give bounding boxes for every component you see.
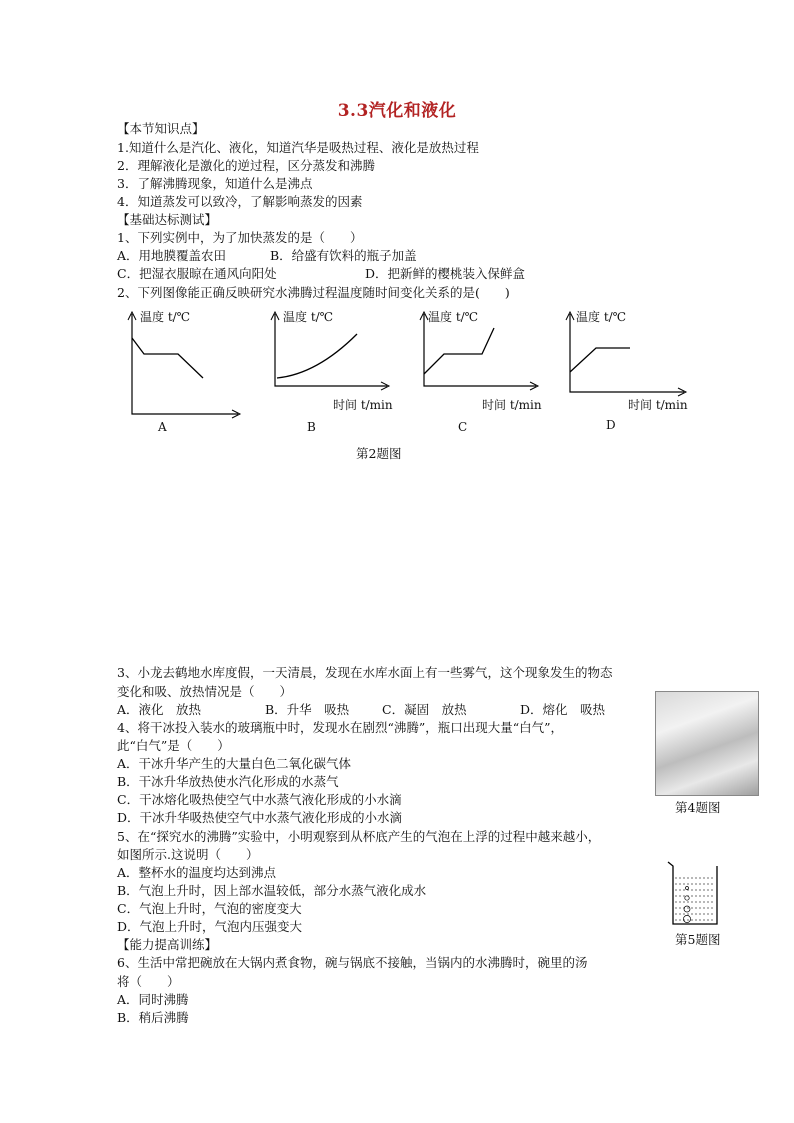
page-title: 3.3汽化和液化 (337, 101, 457, 121)
q1-option-b: B．给盛有饮料的瓶子加盖 (270, 248, 417, 263)
graph-c-ylabel: 温度 t/℃ (428, 310, 479, 324)
q3-option-c: C．凝固 放热 (382, 702, 467, 717)
dry-ice-bottle-photo (655, 691, 759, 796)
knowledge-point: 2．理解液化是激化的逆过程，区分蒸发和沸腾 (117, 158, 375, 173)
knowledge-point: 4．知道蒸发可以致冷，了解影响蒸发的因素 (117, 194, 363, 209)
section-heading-basic-test: 【基础达标测试】 (117, 212, 218, 227)
q1-option-a: A．用地膜覆盖农田 (117, 248, 227, 263)
graph-b (265, 306, 400, 438)
section-heading-knowledge: 【本节知识点】 (117, 121, 205, 136)
q5-option-a: A．整杯水的温度均达到沸点 (117, 865, 277, 880)
q4-option-c: C．干冰熔化吸热使空气中水蒸气液化形成的小水滴 (117, 792, 402, 807)
graph-b-ylabel: 温度 t/℃ (283, 310, 334, 324)
section-heading-ability: 【能力提高训练】 (117, 937, 218, 952)
graph-c-xlabel: 时间 t/min (482, 398, 542, 412)
graph-b-letter: B (307, 420, 316, 434)
q5-figure-caption: 第5题图 (675, 932, 721, 947)
q6-stem-line2: 将（ ） (117, 974, 180, 989)
q2-stem: 2、下列图像能正确反映研究水沸腾过程温度随时间变化关系的是( ) (117, 285, 510, 300)
q6-option-b: B．稍后沸腾 (117, 1010, 189, 1025)
knowledge-point: 3．了解沸腾现象，知道什么是沸点 (117, 176, 313, 191)
q3-stem-line1: 3、小龙去鹤地水库度假，一天清晨，发现在水库水面上有一些雾气，这个现象发生的物态 (117, 665, 613, 680)
q6-stem-line1: 6、生活中常把碗放在大锅内煮食物，碗与锅底不接触，当锅内的水沸腾时，碗里的汤 (117, 955, 588, 970)
graph-b-xlabel: 时间 t/min (333, 398, 393, 412)
q1-option-c: C．把湿衣服晾在通风向阳处 (117, 266, 277, 281)
q4-figure-caption: 第4题图 (675, 800, 721, 815)
graph-a (118, 306, 253, 438)
graph-d (560, 306, 695, 438)
q5-option-b: B．气泡上升时，因上部水温较低，部分水蒸气液化成水 (117, 883, 427, 898)
graph-c-letter: C (458, 420, 468, 434)
q5-stem-line1: 5、在“探究水的沸腾”实验中，小明观察到从杯底产生的气泡在上浮的过程中越来越小， (117, 829, 601, 844)
q3-option-b: B．升华 吸热 (265, 702, 350, 717)
graph-a-letter: A (158, 420, 167, 434)
graph-d-ylabel: 温度 t/℃ (576, 310, 627, 324)
q5-stem-line2: 如图所示.这说明（ ） (117, 847, 259, 862)
q1-stem: 1、下列实例中，为了加快蒸发的是（ ） (117, 230, 363, 245)
q4-option-d: D．干冰升华吸热使空气中水蒸气液化形成的小水滴 (117, 810, 403, 825)
q3-stem-line2: 变化和吸、放热情况是（ ） (117, 684, 293, 699)
q4-option-a: A．干冰升华产生的大量白色二氧化碳气体 (117, 756, 352, 771)
graph-d-xlabel: 时间 t/min (628, 398, 688, 412)
q3-option-a: A．液化 放热 (117, 702, 202, 717)
q6-option-a: A．同时沸腾 (117, 992, 189, 1007)
q4-stem-line2: 此“白气”是（ ） (117, 738, 230, 753)
q5-option-c: C．气泡上升时，气泡的密度变大 (117, 901, 302, 916)
q4-stem-line1: 4、将干冰投入装水的玻璃瓶中时，发现水在剧烈“沸腾”，瓶口出现大量“白气”， (117, 720, 564, 735)
q5-option-d: D．气泡上升时，气泡内压强变大 (117, 919, 303, 934)
knowledge-point: 1.知道什么是汽化、液化，知道汽华是吸热过程、液化是放热过程 (117, 140, 479, 155)
graph-a-ylabel: 温度 t/℃ (140, 310, 191, 324)
graph-d-letter: D (606, 418, 616, 432)
q4-option-b: B．干冰升华放热使水汽化形成的水蒸气 (117, 774, 339, 789)
q1-option-d: D．把新鲜的樱桃装入保鲜盒 (365, 266, 526, 281)
q2-figure-caption: 第2题图 (356, 446, 402, 461)
graph-c (414, 306, 549, 438)
q3-option-d: D．熔化 吸热 (520, 702, 606, 717)
beaker-bubbles-diagram (665, 858, 723, 928)
